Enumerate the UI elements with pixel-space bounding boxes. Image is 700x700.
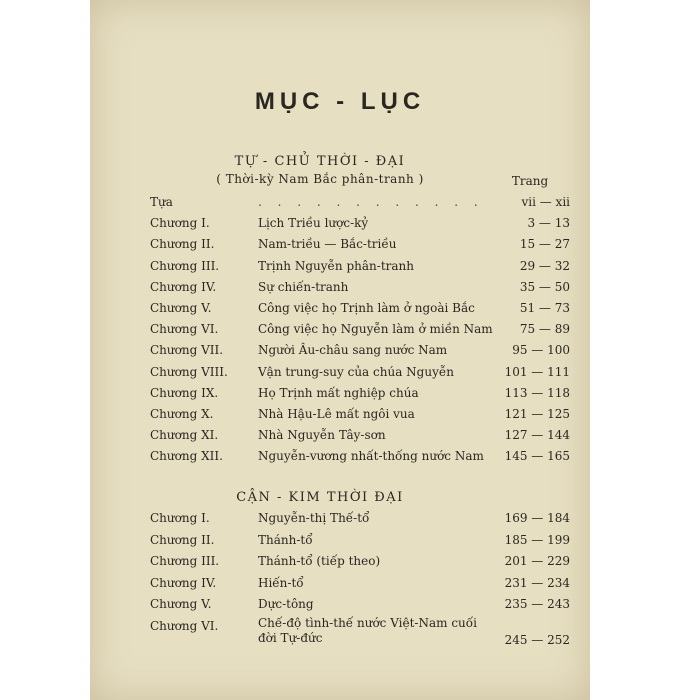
toc-row xyxy=(150,319,570,339)
toc-chapter-title: Chế-độ tình-thế nước Việt-Nam cuối đời Tự-đức xyxy=(258,616,477,645)
toc-page-range: 231 — 234 xyxy=(504,575,570,590)
toc-page-range: 113 — 118 xyxy=(504,385,570,400)
toc-page-range: 101 — 111 xyxy=(504,364,570,379)
toc-chapter-title: Thánh-tổ (tiếp theo) xyxy=(258,554,381,569)
toc-chapter-label: Chương VI. xyxy=(150,619,219,633)
toc-page-range: 245 — 252 xyxy=(504,633,570,647)
toc-page-range: 51 — 73 xyxy=(519,301,570,315)
toc-row xyxy=(150,192,570,212)
part1-subheading: ( Thời-kỳ Nam Bắc phân-tranh ) xyxy=(216,172,424,186)
toc-chapter-label: Chương XI. xyxy=(150,428,219,443)
toc-row xyxy=(150,573,570,593)
toc-chapter-title: Sự chiến-tranh xyxy=(258,279,349,294)
toc-chapter-title: Hiến-tổ xyxy=(258,575,304,590)
toc-chapter-title: Nhà Nguyễn Tây-sơn xyxy=(258,428,386,443)
toc-row xyxy=(150,362,570,382)
toc-row xyxy=(150,446,570,466)
toc-page-range: vii — xii xyxy=(521,195,570,209)
toc-chapter-label: Chương III. xyxy=(150,554,220,569)
toc-chapter-title: Trịnh Nguyễn phân-tranh xyxy=(258,258,414,273)
toc-chapter-title: Nguyễn-thị Thế-tổ xyxy=(258,511,370,525)
toc-chapter-title: Nam-triều — Bắc-triều xyxy=(258,237,397,252)
toc-row xyxy=(150,256,570,276)
toc-row xyxy=(150,340,570,360)
toc-page-range: 15 — 27 xyxy=(519,237,570,252)
toc-row xyxy=(150,277,570,297)
toc-row xyxy=(150,404,570,424)
toc-chapter-label: Chương VIII. xyxy=(150,364,228,379)
toc-page-range: 29 — 32 xyxy=(519,258,570,273)
toc-page-range: 3 — 13 xyxy=(527,216,570,231)
toc-chapter-title: Công việc họ Nguyễn làm ở miền Nam xyxy=(258,322,493,337)
toc-chapter-label: Chương IV. xyxy=(150,279,217,294)
toc-chapter-label: Chương IX. xyxy=(150,385,219,400)
part2-heading: CẬN - KIM THỜI ĐẠI xyxy=(236,490,404,505)
toc-row xyxy=(150,594,570,614)
toc-chapter-title: Nhà Hậu-Lê mất ngôi vua xyxy=(258,407,415,421)
toc-chapter-label: Chương V. xyxy=(150,597,212,612)
toc-row xyxy=(150,508,570,528)
toc-chapter-title: Lịch Triều lược-kỷ xyxy=(258,216,369,231)
toc-chapter-label: Chương II. xyxy=(150,532,215,547)
toc-dot-leader xyxy=(258,192,480,212)
toc-chapter-label: Chương V. xyxy=(150,301,212,315)
toc-page-range: 235 — 243 xyxy=(504,597,570,612)
toc-chapter-label: Chương IV. xyxy=(150,575,217,590)
part1-heading: TỰ - CHỦ THỜI - ĐẠI xyxy=(234,154,406,169)
toc-row xyxy=(150,551,570,571)
toc-chapter-title: Dực-tông xyxy=(258,597,314,612)
toc-chapter-label: Chương I. xyxy=(150,511,210,525)
toc-row xyxy=(150,383,570,403)
toc-page-range: 75 — 89 xyxy=(519,322,570,337)
toc-chapter-label: Chương VII. xyxy=(150,343,224,358)
page-column-label: Trang xyxy=(511,174,549,188)
toc-row xyxy=(150,213,570,233)
toc-row xyxy=(150,425,570,445)
toc-chapter-label: Chương VI. xyxy=(150,322,219,337)
toc-page-range: 145 — 165 xyxy=(504,449,570,464)
toc-chapter-label: Tựa xyxy=(150,195,173,209)
toc-page-range: 35 — 50 xyxy=(519,279,570,294)
toc-page-range: 95 — 100 xyxy=(512,343,570,358)
page-title: MỤC - LỤC xyxy=(254,88,426,115)
toc-page-range: 169 — 184 xyxy=(504,511,570,525)
toc-chapter-title: Người Âu-châu sang nước Nam xyxy=(258,343,448,358)
toc-row xyxy=(150,616,570,647)
toc-chapter-label: Chương XII. xyxy=(150,449,223,464)
toc-page-range: 201 — 229 xyxy=(504,554,570,569)
toc-page-range: 185 — 199 xyxy=(504,532,570,547)
toc-row xyxy=(150,530,570,550)
toc-page-range: 127 — 144 xyxy=(504,428,570,443)
toc-chapter-title: Vận trung-suy của chúa Nguyễn xyxy=(258,364,454,379)
toc-page-range: 121 — 125 xyxy=(504,407,570,421)
toc-chapter-label: Chương I. xyxy=(150,216,210,231)
toc-chapter-title: Họ Trịnh mất nghiệp chúa xyxy=(258,385,419,400)
toc-chapter-label: Chương III. xyxy=(150,258,220,273)
toc-chapter-title: Nguyễn-vương nhất-thống nước Nam xyxy=(258,449,484,464)
toc-row xyxy=(150,298,570,318)
toc-row xyxy=(150,234,570,254)
toc-chapter-title: Thánh-tổ xyxy=(258,532,313,547)
book-page xyxy=(90,0,590,700)
toc-chapter-label: Chương X. xyxy=(150,407,214,421)
toc-chapter-title: Công việc họ Trịnh làm ở ngoài Bắc xyxy=(258,301,475,315)
toc-chapter-label: Chương II. xyxy=(150,237,215,252)
